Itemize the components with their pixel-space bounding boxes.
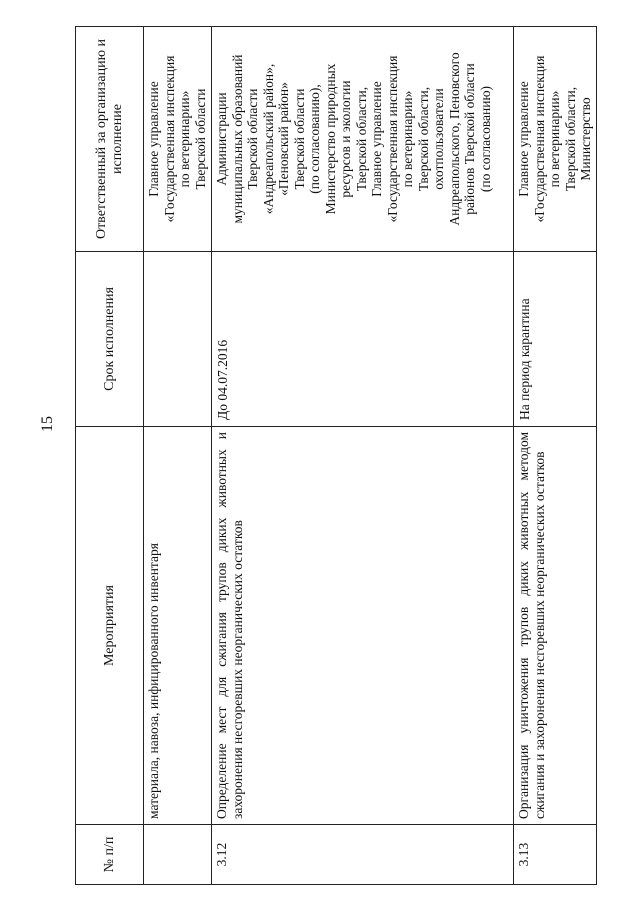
responsible-line: Тверской области,: [353, 86, 369, 192]
row-activity: Организация уничтожения трупов диких животных методом сжигания и захоронения несгоревших неорганических остатков: [514, 427, 597, 825]
responsible-line: (по согласованию),: [307, 84, 322, 194]
responsible-line: «Государственная инспекция: [531, 55, 547, 223]
table-row: [144, 27, 212, 885]
responsible-line: Тверской области: [192, 88, 208, 190]
responsible-line: Тверской области: [291, 88, 307, 190]
responsible-line: Министерство природных: [322, 63, 338, 215]
header-num: № п/п: [76, 825, 144, 885]
responsible-line: Администрации: [214, 92, 229, 186]
row-num: 3.13: [514, 825, 597, 885]
responsible-line: Министерство: [578, 97, 593, 181]
row-responsible: [144, 27, 212, 252]
row-responsible: [514, 27, 597, 252]
row-activity: Определение мест для сжигания трупов диких животных и захоронения несгоревших неорганических остатков: [212, 427, 514, 825]
row-activity: материала, навоза, инфицированного инвентаря: [144, 427, 212, 825]
responsible-line: Тверской области,: [562, 86, 578, 192]
responsible-line: «Пеновский район»: [276, 82, 291, 196]
row-term: [144, 252, 212, 427]
row-num: [144, 825, 212, 885]
responsible-line: Тверской области: [245, 88, 260, 190]
responsible-line: «Государственная инспекция: [161, 55, 177, 223]
responsible-line: «Государственная инспекция: [384, 55, 400, 223]
responsible-line: районов Тверской области: [462, 63, 477, 215]
activities-table: [75, 26, 597, 885]
rotated-table-container: [75, 27, 595, 885]
page-number: 15: [39, 416, 56, 432]
responsible-line: муниципальных образований: [229, 54, 245, 224]
header-activity: Мероприятия: [76, 427, 144, 825]
responsible-line: Тверской области,: [415, 86, 431, 192]
responsible-line: ресурсов и экологии: [338, 80, 353, 198]
table-header-row: [76, 27, 144, 885]
table-row: [514, 27, 597, 885]
responsible-line: Главное управление: [369, 81, 384, 197]
responsible-line: (по согласованию): [477, 85, 493, 193]
responsible-line: «Андреапольский район»,: [260, 63, 276, 215]
row-term: На период карантина: [514, 252, 597, 427]
responsible-line: по ветеринарии»: [400, 90, 415, 188]
header-responsible: Ответственный за организацию и исполнение: [76, 27, 144, 252]
responsible-line: Андреапольского, Пеновского: [446, 52, 462, 226]
responsible-line: Главное управление: [516, 81, 531, 197]
header-term: Срок исполнения: [76, 252, 144, 427]
responsible-line: Главное управление: [146, 81, 161, 197]
responsible-line: по ветеринарии»: [177, 90, 192, 188]
responsible-line: по ветеринарии»: [547, 90, 562, 188]
row-responsible: [212, 27, 514, 252]
row-num: 3.12: [212, 825, 514, 885]
row-term: До 04.07.2016: [212, 252, 514, 427]
table-row: [212, 27, 514, 885]
responsible-line: охотпользователи: [431, 88, 446, 190]
